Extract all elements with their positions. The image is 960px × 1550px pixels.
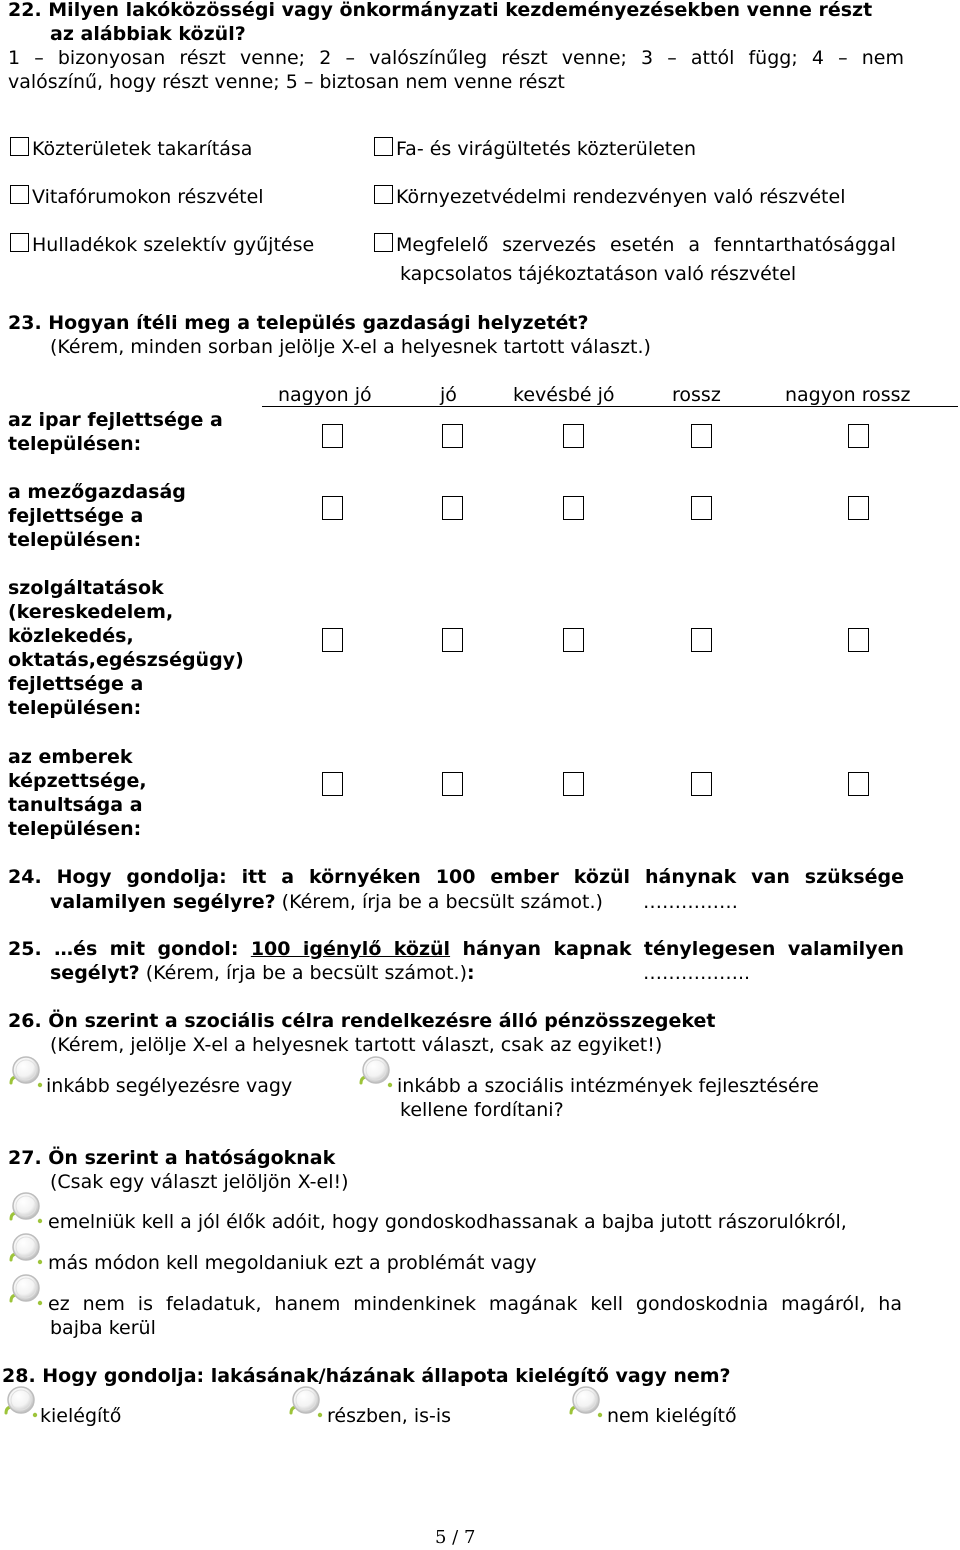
q23-row2-checkbox[interactable]: [442, 496, 463, 520]
q23-row-label: az emberek: [8, 746, 133, 768]
q24-line2-normal: (Kérem, írja be a becsült számot.): [275, 891, 603, 913]
page-number: 5 / 7: [435, 1527, 476, 1548]
q24-line2: [50, 890, 603, 914]
q22-option-label-cont: kapcsolatos tájékoztatáson való részvétel: [400, 263, 797, 285]
q28-option-3: nem kielégítő: [607, 1405, 737, 1427]
q23-col-header: rossz: [672, 384, 721, 406]
q22-scale-line1: 1 – bizonyosan részt venne; 2 – valószínűleg részt venne; 3 – attól függ; 4 – nem: [8, 47, 904, 69]
q22-checkbox-6[interactable]: [374, 233, 393, 252]
q23-row2-checkbox[interactable]: [322, 496, 343, 520]
q24-line1: 24. Hogy gondolja: itt a környéken 100 ember közül hánynak van szüksége: [8, 866, 904, 888]
q23-row-label: fejlettsége a: [8, 505, 144, 527]
q23-row-label: tanultsága a: [8, 794, 143, 816]
q23-row3-checkbox[interactable]: [563, 628, 584, 652]
q23-row-label: a mezőgazdaság: [8, 481, 186, 503]
q23-row1-checkbox[interactable]: [442, 424, 463, 448]
q23-row3-checkbox[interactable]: [691, 628, 712, 652]
q27-instruction: (Csak egy választ jelöljön X-el!): [50, 1171, 349, 1193]
q25-line2-normal: (Kérem, írja be a becsült számot.): [139, 962, 467, 984]
q25-line2-bold: segélyt?: [50, 962, 140, 984]
q27-radio-2[interactable]: [8, 1232, 44, 1266]
q23-row-label: településen:: [8, 697, 142, 719]
q23-row-label: településen:: [8, 529, 142, 551]
q24-line2-bold: valamilyen segélyre?: [50, 891, 276, 913]
q28-radio-3[interactable]: [568, 1385, 604, 1419]
q23-row4-checkbox[interactable]: [848, 772, 869, 796]
q23-row-label: településen:: [8, 818, 142, 840]
q23-row2-checkbox[interactable]: [848, 496, 869, 520]
q26-title: 26. Ön szerint a szociális célra rendelkezésre álló pénzösszegeket: [8, 1010, 716, 1032]
q23-row4-checkbox[interactable]: [691, 772, 712, 796]
q27-radio-3[interactable]: [8, 1273, 44, 1307]
q23-col-header: jó: [440, 384, 457, 406]
q23-row2-checkbox[interactable]: [563, 496, 584, 520]
q23-col-header: nagyon jó: [278, 384, 372, 406]
q23-row3-checkbox[interactable]: [322, 628, 343, 652]
q23-row3-checkbox[interactable]: [848, 628, 869, 652]
q25-line1-underlined: 100 igénylő közül: [250, 938, 451, 960]
q23-row1-checkbox[interactable]: [563, 424, 584, 448]
q22-option-label: Környezetvédelmi rendezvényen való részvétel: [396, 186, 846, 208]
q26-radio-2[interactable]: [358, 1055, 394, 1089]
q27-radio-1[interactable]: [8, 1191, 44, 1225]
q22-checkbox-1[interactable]: [10, 137, 29, 156]
q22-option-label: Vitafórumokon részvétel: [32, 186, 264, 208]
q23-row4-checkbox[interactable]: [563, 772, 584, 796]
q22-option-label: Hulladékok szelektív gyűjtése: [32, 234, 315, 256]
q22-title-line1: 22. Milyen lakóközösségi vagy önkormányzati kezdeményezésekben venne részt: [8, 0, 873, 21]
q26-option-2-line1: inkább a szociális intézmények fejlesztésére: [397, 1075, 819, 1097]
q27-option-3-line2: bajba kerül: [50, 1317, 156, 1339]
q23-row3-checkbox[interactable]: [442, 628, 463, 652]
q24-answer-blank[interactable]: ……………: [643, 891, 738, 913]
q22-checkbox-2[interactable]: [10, 185, 29, 204]
q28-radio-1[interactable]: [3, 1385, 39, 1419]
q28-option-2: részben, is-is: [327, 1405, 452, 1427]
q23-col-header: nagyon rossz: [785, 384, 911, 406]
q22-title-line2: az alábbiak közül?: [50, 23, 246, 45]
q23-title: 23. Hogyan ítéli meg a település gazdasági helyzetét?: [8, 312, 589, 334]
q23-row4-checkbox[interactable]: [442, 772, 463, 796]
q25-line1-b: hányan kapnak ténylegesen valamilyen: [450, 938, 904, 960]
q23-row1-checkbox[interactable]: [322, 424, 343, 448]
q23-row-label: képzettsége,: [8, 770, 147, 792]
q22-checkbox-5[interactable]: [374, 185, 393, 204]
q25-line2: [50, 961, 475, 985]
q23-row-label: fejlettsége a: [8, 673, 144, 695]
q23-row-label: szolgáltatások: [8, 577, 164, 599]
q22-scale-line2: valószínű, hogy részt venne; 5 – biztosan nem venne részt: [8, 71, 565, 93]
q25-line1: [8, 937, 904, 961]
q23-row2-checkbox[interactable]: [691, 496, 712, 520]
q22-checkbox-4[interactable]: [374, 137, 393, 156]
q25-answer-blank[interactable]: ……………..: [643, 962, 751, 984]
q23-row4-checkbox[interactable]: [322, 772, 343, 796]
q22-option-label: Fa- és virágültetés közterületen: [396, 138, 696, 160]
q28-option-1: kielégítő: [40, 1405, 122, 1427]
q23-row1-checkbox[interactable]: [691, 424, 712, 448]
q22-checkbox-3[interactable]: [10, 233, 29, 252]
q28-title: 28. Hogy gondolja: lakásának/házának állapota kielégítő vagy nem?: [2, 1365, 731, 1387]
q23-row-label: településen:: [8, 433, 142, 455]
q23-row-label: (kereskedelem,: [8, 601, 174, 623]
q26-instruction: (Kérem, jelölje X-el a helyesnek tartott választ, csak az egyiket!): [50, 1034, 663, 1056]
q23-instruction: (Kérem, minden sorban jelölje X-el a helyesnek tartott választ.): [50, 336, 651, 358]
q26-option-2-line2: kellene fordítani?: [400, 1099, 564, 1121]
q26-radio-1[interactable]: [8, 1055, 44, 1089]
q23-row1-checkbox[interactable]: [848, 424, 869, 448]
q23-col-header: kevésbé jó: [513, 384, 615, 406]
q27-option-1: emelniük kell a jól élők adóit, hogy gondoskodhassanak a bajba jutott rászorulókról,: [48, 1211, 847, 1233]
q22-option-label: Megfelelő szervezés esetén a fenntarthatósággal: [396, 234, 896, 256]
q25-line2-colon: :: [467, 962, 475, 984]
q27-title: 27. Ön szerint a hatóságoknak: [8, 1147, 336, 1169]
q27-option-2: más módon kell megoldaniuk ezt a problémát vagy: [48, 1252, 537, 1274]
q23-row-label: az ipar fejlettsége a: [8, 409, 223, 431]
q23-header-rule: [262, 406, 958, 407]
q22-option-label: Közterületek takarítása: [32, 138, 253, 160]
q26-option-1: inkább segélyezésre vagy: [46, 1075, 293, 1097]
q25-line1-a: 25. …és mit gondol:: [8, 938, 251, 960]
q28-radio-2[interactable]: [288, 1385, 324, 1419]
q27-option-3-line1: ez nem is feladatuk, hanem mindenkinek magának kell gondoskodnia magáról, ha: [48, 1293, 902, 1315]
q23-row-label: közlekedés,: [8, 625, 134, 647]
q23-row-label: oktatás,egészségügy): [8, 649, 244, 671]
